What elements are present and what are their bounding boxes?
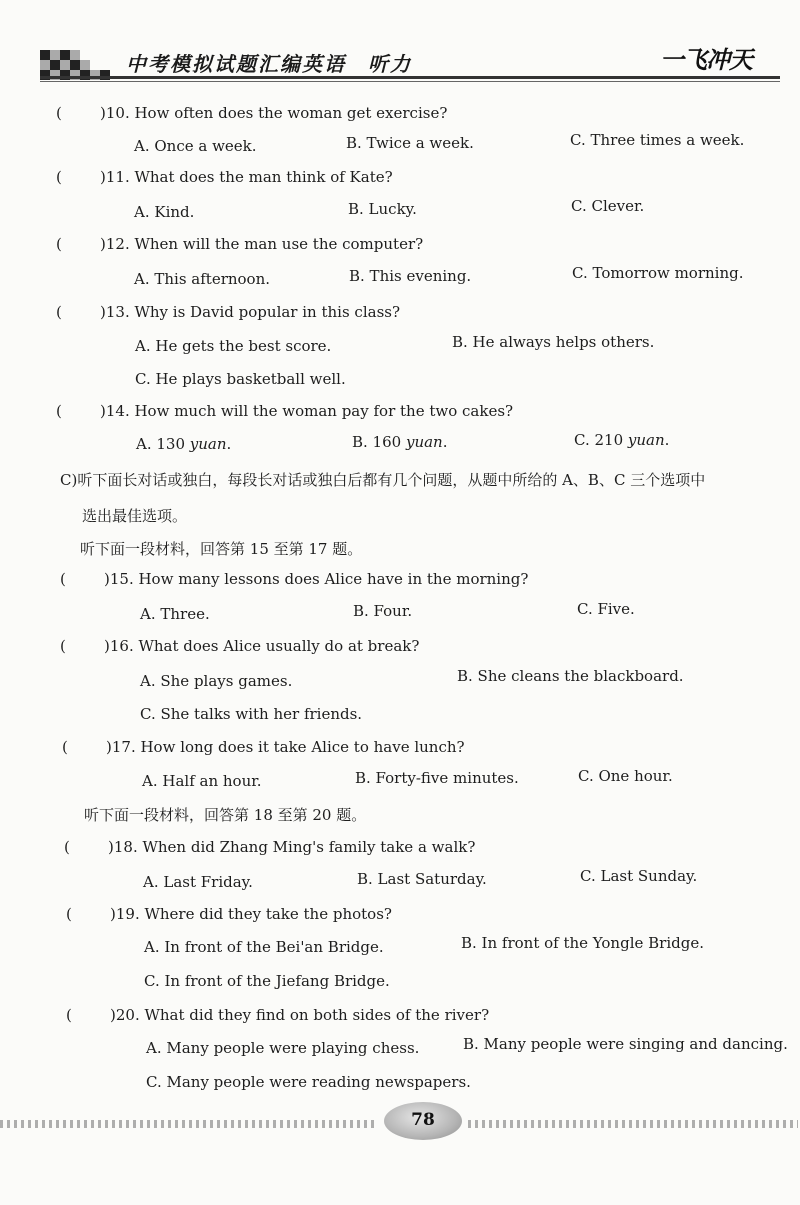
header-title: 中考模拟试题汇编英语 听力 <box>126 52 412 76</box>
footer-ornament-right <box>468 1120 798 1128</box>
question-19: ( )19. Where did they take the photos? <box>66 905 392 923</box>
q11-option-a: A. Kind. <box>134 203 195 221</box>
q13-option-b: B. He always helps others. <box>452 333 655 351</box>
question-10: ( )10. How often does the woman get exercise? <box>56 104 448 122</box>
page-header <box>0 0 800 90</box>
section-c-instruction-cont: 选出最佳选项。 <box>82 507 188 525</box>
q10-option-a: A. Once a week. <box>134 137 257 155</box>
q12-option-a: A. This afternoon. <box>134 270 271 288</box>
q12-option-c: C. Tomorrow morning. <box>572 264 744 282</box>
q14-option-a: A. 130 yuan. <box>136 435 232 453</box>
q16-option-c: C. She talks with her friends. <box>140 705 363 723</box>
q14-option-c: C. 210 yuan. <box>574 431 670 449</box>
page-number: 78 <box>384 1102 462 1140</box>
q19-option-a: A. In front of the Bei'an Bridge. <box>144 938 384 956</box>
footer-ornament-left <box>0 1120 378 1128</box>
q11-option-b: B. Lucky. <box>348 200 417 218</box>
q16-option-a: A. She plays games. <box>140 672 293 690</box>
material-note-15-17: 听下面一段材料，回答第 15 至第 17 题。 <box>80 540 363 558</box>
question-11: ( )11. What does the man think of Kate? <box>56 168 393 186</box>
question-15: ( )15. How many lessons does Alice have in the morning? <box>60 570 529 588</box>
q17-option-a: A. Half an hour. <box>142 772 262 790</box>
q14-option-b: B. 160 yuan. <box>352 433 448 451</box>
q18-option-b: B. Last Saturday. <box>357 870 487 888</box>
q17-option-b: B. Forty-five minutes. <box>355 769 519 787</box>
q15-option-b: B. Four. <box>353 602 413 620</box>
question-12: ( )12. When will the man use the computer? <box>56 235 424 253</box>
question-18: ( )18. When did Zhang Ming's family take a walk? <box>64 838 476 856</box>
question-14: ( )14. How much will the woman pay for the two cakes? <box>56 402 514 420</box>
q15-option-c: C. Five. <box>577 600 635 618</box>
q13-option-a: A. He gets the best score. <box>135 337 332 355</box>
q16-option-b: B. She cleans the blackboard. <box>457 667 684 685</box>
q19-option-b: B. In front of the Yongle Bridge. <box>461 934 704 952</box>
q18-option-c: C. Last Sunday. <box>580 867 698 885</box>
q15-option-a: A. Three. <box>140 605 210 623</box>
question-13: ( )13. Why is David popular in this class? <box>56 303 400 321</box>
q12-option-b: B. This evening. <box>349 267 472 285</box>
q11-option-c: C. Clever. <box>571 197 645 215</box>
header-divider <box>40 76 780 82</box>
q13-option-c: C. He plays basketball well. <box>135 370 346 388</box>
question-16: ( )16. What does Alice usually do at break? <box>60 637 420 655</box>
page-footer <box>0 1100 800 1150</box>
q19-option-c: C. In front of the Jiefang Bridge. <box>144 972 390 990</box>
q10-option-c: C. Three times a week. <box>570 131 745 149</box>
q10-option-b: B. Twice a week. <box>346 134 474 152</box>
q17-option-c: C. One hour. <box>578 767 673 785</box>
section-c-instruction: C)听下面长对话或独白，每段长对话或独白后都有几个问题，从题中所给的 A、B、C 三个选项中 <box>60 471 706 489</box>
question-17: ( )17. How long does it take Alice to have lunch? <box>62 738 465 756</box>
material-note-18-20: 听下面一段材料，回答第 18 至第 20 题。 <box>84 806 367 824</box>
q20-option-b: B. Many people were singing and dancing. <box>463 1035 788 1053</box>
q18-option-a: A. Last Friday. <box>143 873 253 891</box>
brand-logo: 一飞冲天 <box>660 46 752 74</box>
question-20: ( )20. What did they find on both sides of the river? <box>66 1006 490 1024</box>
q20-option-a: A. Many people were playing chess. <box>146 1039 420 1057</box>
q20-option-c: C. Many people were reading newspapers. <box>146 1073 471 1091</box>
